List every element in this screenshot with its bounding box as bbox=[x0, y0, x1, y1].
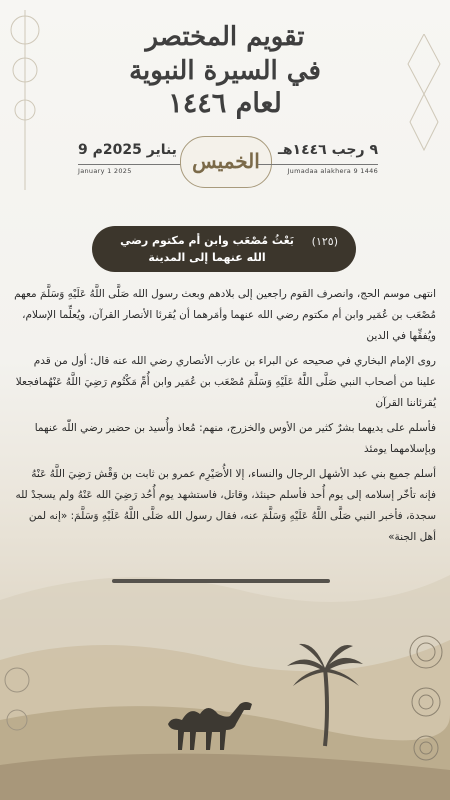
hijri-date-sub: Jumadaa alakhera 9 1446 bbox=[258, 164, 378, 175]
title-line-2: في السيرة النبوية bbox=[129, 56, 321, 86]
section-title: بَعْثُ مُصْعَب وابن أم مكتوم رضي الله عنهما إلى المدينة bbox=[120, 234, 294, 264]
bottom-right-ornament-icon bbox=[406, 630, 446, 770]
gregorian-date-text: 9 يناير 2025م bbox=[78, 142, 177, 158]
day-name: الخميس bbox=[180, 136, 272, 188]
paragraph: فأسلم على يديهما بشرٌ كثير من الأوس والخزرج، منهم: مُعاذ وأُسيد بن حضير رضي اللّٰه عنهما وبإسلامهما يومئذ bbox=[34, 422, 436, 455]
hijri-date-text: ٩ رجب ١٤٤٦هـ bbox=[278, 142, 378, 158]
section-number: (١٢٥) bbox=[311, 235, 338, 248]
divider bbox=[112, 579, 330, 583]
section-banner bbox=[92, 226, 356, 272]
paragraph: أسلم جميع بني عبد الأشهل الرجال والنساء، إلا الأُصَيْرِم عمرو بن ثابت بن وَقْش رَضِيَ اللَّهُ عَنْهُ فإنه تأخّر إسلامه إلى يوم أُحد فأسلم حينئذ، وقاتل، فاستشهد يوم أُحُد رَضِيَ الله عَنْهُ ولم يسجدْ لله سجدة، فأخبر النبي صَلَّى اللَّهُ عَلَيْهِ وَسَلَّمَ عنه، فقال رسول الله صَلَّى اللَّهُ عَلَيْهِ وَسَلَّمَ: «إنه لمن أهل الجنة» bbox=[15, 468, 436, 543]
camel-icon bbox=[160, 694, 260, 752]
gregorian-date-sub: January 1 2025 bbox=[78, 164, 198, 175]
hijri-date bbox=[258, 142, 378, 175]
article-body bbox=[12, 284, 436, 552]
bottom-left-ornament-icon bbox=[2, 660, 32, 750]
date-bar bbox=[58, 142, 392, 188]
title-line-3: لعام ١٤٤٦ bbox=[168, 88, 282, 119]
paragraph: روى الإمام البخاري في صحيحه عن البراء بن عازب الأنصاري رضي الله عنه قال: أول من قدم علينا من أصحاب النبي صَلَّى اللَّهُ عَلَيْهِ وَسَلَّمَ مُصْعَب بن عُمَير وابن أُمِّ مَكْتُوم رَضِيَ اللَّهُ عَنْهُمافجعلا يُقرئاننا القرآن bbox=[15, 355, 436, 409]
paragraph: انتهى موسم الحج، وانصرف القوم راجعين إلى بلادهم وبعث رسول الله صَلَّى اللَّهُ عَلَيْهِ وَسَلَّمَ معهم مُصْعَب بن عُمَير وابن أم مكتوم رضي الله عنهما وأمَرهما أن يُقرئا الأنصار القرآن، ويُعلِّما الإسلام، ويُفقِّها في الدين bbox=[14, 288, 436, 342]
palm-tree-icon bbox=[285, 638, 365, 748]
title-line-1: تقويم المختصر bbox=[145, 22, 305, 52]
